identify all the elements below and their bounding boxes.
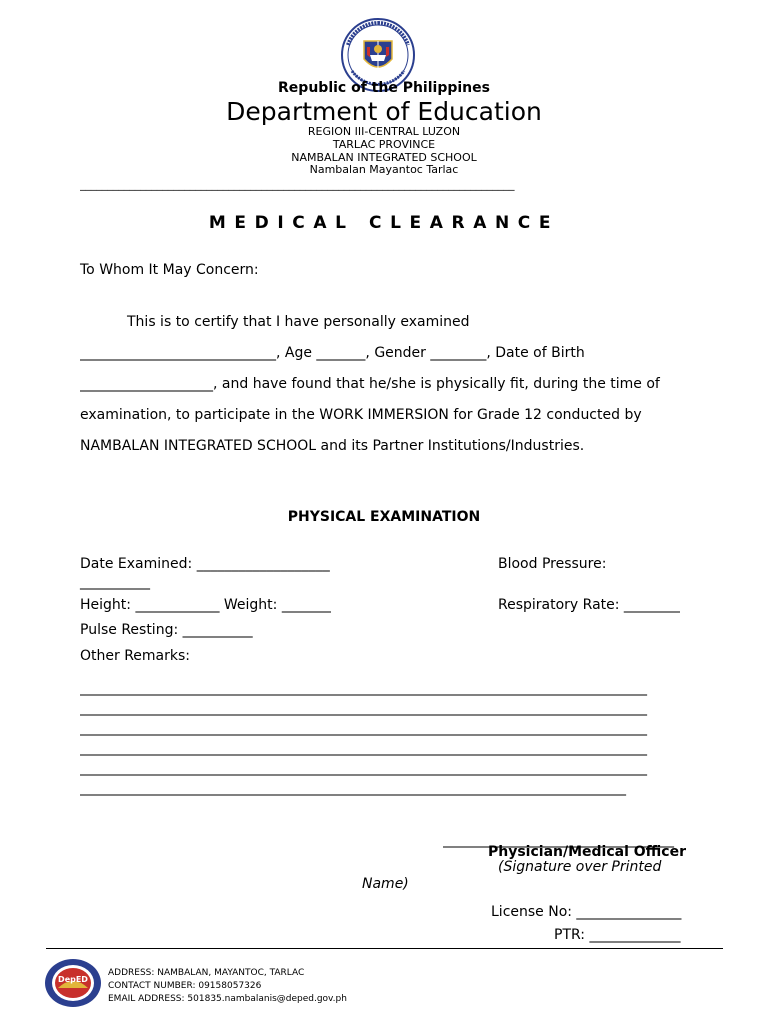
remark-line: _________________________________________________________________________________ bbox=[80, 700, 647, 716]
pulse-resting-field: Pulse Resting: __________ bbox=[80, 622, 253, 638]
blood-pressure-field: Blood Pressure: bbox=[498, 556, 607, 572]
header-rule: _______________________________________________________________________________ bbox=[80, 178, 515, 191]
remark-line: _________________________________________________________________________________ bbox=[80, 720, 647, 736]
signature-caption: (Signature over Printed bbox=[498, 859, 662, 875]
region-line: REGION III-CENTRAL LUZON bbox=[307, 125, 461, 138]
school-logo-text: DepED bbox=[58, 975, 88, 984]
license-field: License No: _______________ bbox=[491, 904, 682, 920]
signature-caption-name: Name) bbox=[362, 876, 409, 892]
physician-role: Physician/Medical Officer bbox=[488, 844, 686, 860]
school-logo-icon bbox=[44, 958, 102, 1008]
remark-line: _________________________________________________________________________________ bbox=[80, 760, 647, 776]
letter-line-2: ____________________________, Age _______, Gender ________, Date of Birth bbox=[80, 345, 585, 361]
remark-line: ______________________________________________________________________________ bbox=[80, 780, 626, 796]
document-title: MEDICAL CLEARANCE bbox=[208, 213, 560, 233]
province-line: TARLAC PROVINCE bbox=[332, 138, 436, 151]
remark-line: _________________________________________________________________________________ bbox=[80, 740, 647, 756]
school-address-line: Nambalan Mayantoc Tarlac bbox=[309, 163, 459, 176]
footer-rule bbox=[46, 948, 723, 949]
date-examined-field: Date Examined: ___________________ bbox=[80, 556, 330, 572]
height-weight-field: Height: ____________ Weight: _______ bbox=[80, 597, 331, 613]
salutation: To Whom It May Concern: bbox=[80, 262, 259, 278]
letter-line-1: This is to certify that I have personally examined bbox=[127, 314, 470, 330]
school-line: NAMBALAN INTEGRATED SCHOOL bbox=[291, 151, 477, 164]
letter-line-5: NAMBALAN INTEGRATED SCHOOL and its Partner Institutions/Industries. bbox=[80, 438, 585, 454]
date-examined-continued: __________ bbox=[80, 574, 150, 590]
republic-heading: Republic of the Philippines bbox=[278, 80, 490, 96]
footer-address: ADDRESS: NAMBALAN, MAYANTOC, TARLAC bbox=[108, 968, 305, 978]
letter-line-4: examination, to participate in the WORK IMMERSION for Grade 12 conducted by bbox=[80, 407, 642, 423]
ptr-field: PTR: _____________ bbox=[554, 927, 681, 943]
remark-line: _________________________________________________________________________________ bbox=[80, 680, 647, 696]
exam-heading: PHYSICAL EXAMINATION bbox=[287, 509, 481, 525]
respiratory-rate-field: Respiratory Rate: ________ bbox=[498, 597, 680, 613]
footer-email: EMAIL ADDRESS: 501835.nambalanis@deped.gov.ph bbox=[108, 994, 347, 1004]
signature-line: _________________________________ bbox=[443, 832, 674, 848]
letter-line-3: ___________________, and have found that he/she is physically fit, during the time of bbox=[80, 376, 660, 392]
department-heading: Department of Education bbox=[226, 97, 542, 126]
other-remarks-label: Other Remarks: bbox=[80, 648, 191, 664]
footer-contact: CONTACT NUMBER: 09158057326 bbox=[108, 981, 262, 991]
